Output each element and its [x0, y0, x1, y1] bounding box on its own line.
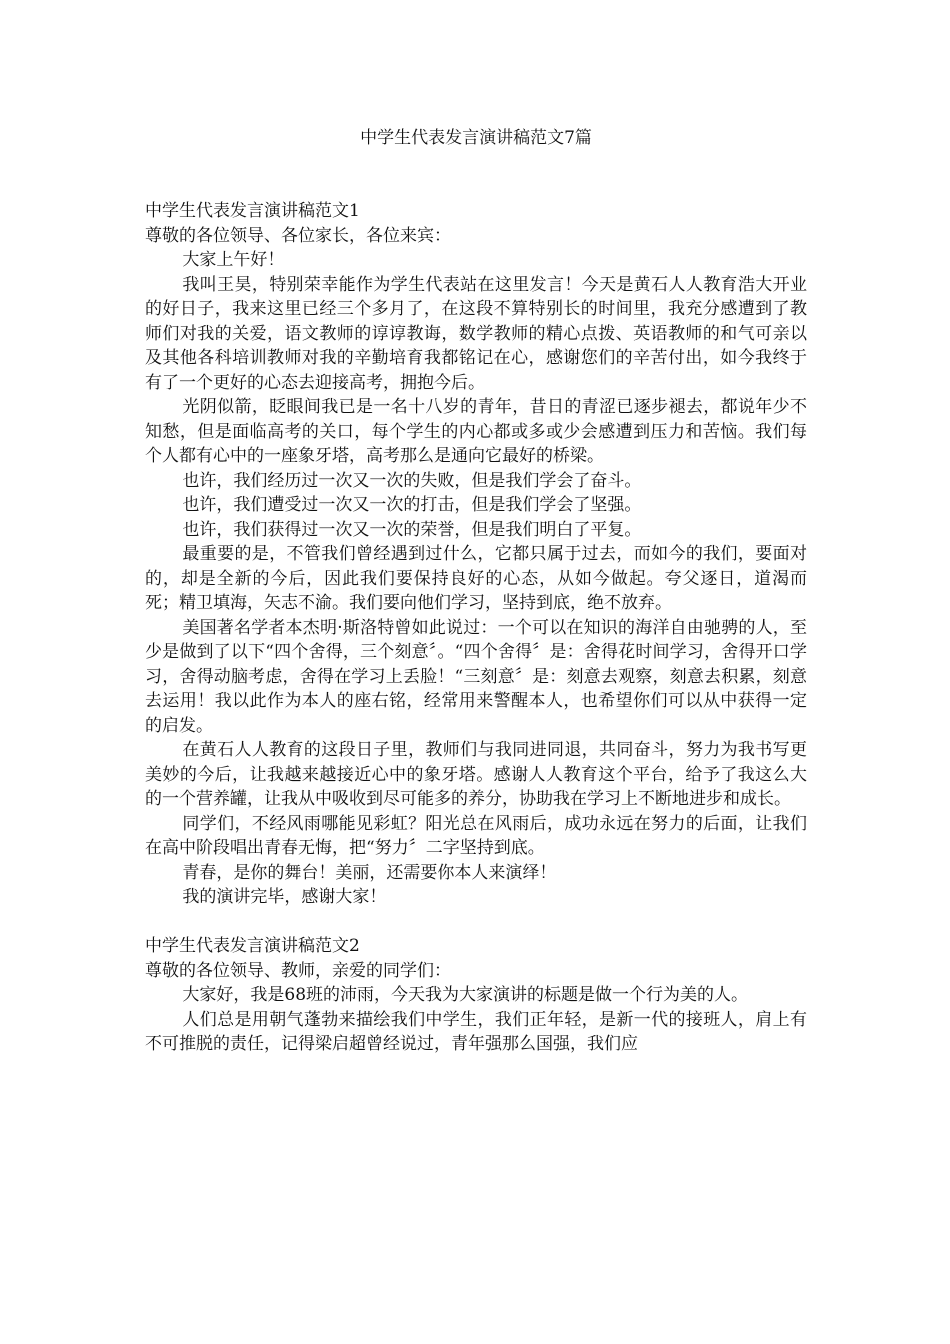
section-spacer: [145, 910, 807, 935]
paragraph: 同学们，不经风雨哪能见彩虹？阳光总在风雨后，成功永远在努力的后面，让我们在高中阶段唱出青春无悔，把“努力〞二字坚持到底。: [145, 813, 807, 858]
salutation: 尊敬的各位领导、各位家长，各位来宾：: [145, 225, 451, 246]
paragraph: 人们总是用朝气蓬勃来描绘我们中学生，我们正年轻，是新一代的接班人，肩上有不可推脱的责任，记得梁启超曾经说过，青年强那么国强，我们应: [145, 1009, 807, 1054]
paragraph: 也许，我们获得过一次又一次的荣誉，但是我们明白了平复。: [182, 519, 642, 540]
salutation: 尊敬的各位领导、教师，亲爱的同学们：: [145, 960, 451, 981]
paragraph: 最重要的是，不管我们曾经遇到过什么，它都只属于过去，而如今的我们，要面对的，却是全新的今后，因此我们要保持良好的心态，从如今做起。夸父逐日，道渴而死；精卫填海，矢志不渝。我们要向他们学习，坚持到底，绝不放弃。: [145, 544, 807, 613]
paragraph: 也许，我们遭受过一次又一次的打击，但是我们学会了坚强。: [182, 495, 642, 515]
paragraph: 我叫王昊，特别荣幸能作为学生代表站在这里发言！今天是黄石人人教育浩大开业的好日子，我来这里已经三个多月了，在这段不算特别长的时间里，我充分感遭到了教师们对我的关爱，语文教师的谆谆教诲，数学教师的精心点拨、英语教师的和气可亲以及其他各科培训教师对我的辛勤培育我都铭记在心，感谢您们的辛苦付出，如今我终于有了一个更好的心态去迎接高考，拥抱今后。: [145, 274, 807, 393]
paragraph: 在黄石人人教育的这段日子里，教师们与我同进同退，共同奋斗，努力为我书写更美妙的今后，让我越来越接近心中的象牙塔。感谢人人教育这个平台，给予了我这么大的一个营养罐，让我从中吸收到尽可能多的养分，协助我在学习上不断地进步和成长。: [145, 740, 807, 809]
section-heading: 中学生代表发言演讲稿范文2: [145, 936, 360, 956]
paragraph: 大家好，我是68班的沛雨，今天我为大家演讲的标题是做一个行为美的人。: [182, 985, 749, 1005]
speech-section-2: [145, 934, 807, 1057]
document-title: 中学生代表发言演讲稿范文7篇: [360, 128, 592, 148]
paragraph: 美国著名学者本杰明·斯洛特曾如此说过：一个可以在知识的海洋自由驰骋的人，至少是做到了以下“四个舍得，三个刻意〞。“四个舍得〞是：舍得花时间学习，舍得开口学习，舍得动脑考虑，舍得在学习上丢脸！“三刻意〞是：刻意去观察，刻意去积累，刻意去运用！我以此作为本人的座右铭，经常用来警醒本人，也希望你们可以从中获得一定的启发。: [145, 617, 807, 736]
paragraph: 大家上午好！: [182, 250, 285, 270]
section-heading: 中学生代表发言演讲稿范文1: [145, 201, 360, 221]
document-body: [145, 199, 807, 1057]
speech-section-1: [145, 199, 807, 910]
paragraph: 我的演讲完毕，感谢大家！: [182, 887, 387, 907]
paragraph: 也许，我们经历过一次又一次的失败，但是我们学会了奋斗。: [182, 470, 642, 491]
paragraph: 青春，是你的舞台！美丽，还需要你本人来演绎！: [182, 862, 557, 883]
paragraph: 光阴似箭，眨眼间我已是一名十八岁的青年，昔日的青涩已逐步褪去，都说年少不知愁，但是面临高考的关口，每个学生的内心都或多或少会感遭到压力和苦恼。我们每个人都有心中的一座象牙塔，高考那么是通向它最好的桥梁。: [145, 397, 807, 466]
